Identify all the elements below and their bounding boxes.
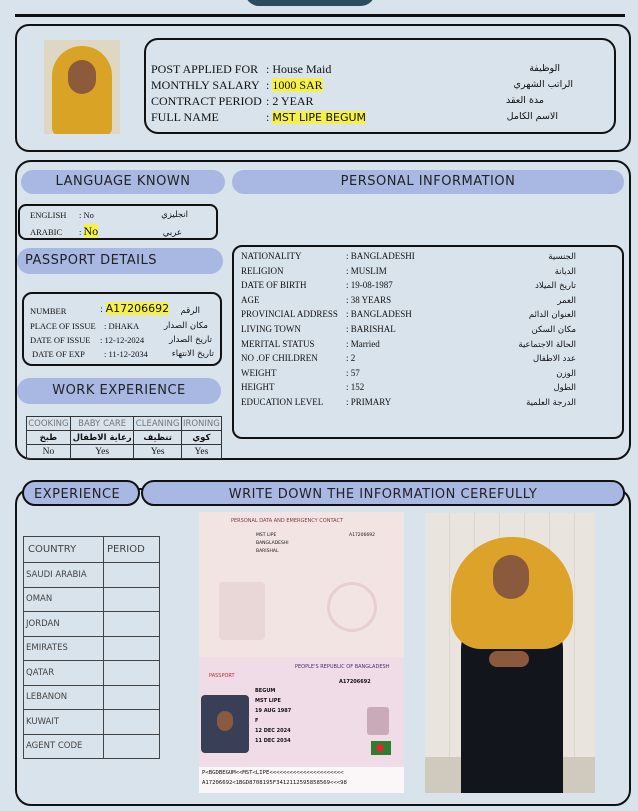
passport-place-row: : DHAKA xyxy=(104,321,140,331)
scan-surname: BEGUM xyxy=(255,688,276,694)
personal-value-row: : 19-08-1987 xyxy=(346,280,393,291)
country-name: AGENT CODE xyxy=(24,734,104,759)
passport-exp-row: : 11-12-2034 xyxy=(104,349,148,359)
name-ar: الاسم الكامل xyxy=(506,111,558,122)
personal-value-row: : 57 xyxy=(346,367,360,378)
work-header-ironing: IRONING xyxy=(182,418,220,429)
personal-ar: العنوان الدائم xyxy=(528,310,576,321)
scan-dob: 19 AUG 1987 xyxy=(255,708,292,714)
country-period xyxy=(104,734,160,759)
salary-label: MONTHLY SALARY xyxy=(151,78,260,92)
language-title: LANGUAGE KNOWN xyxy=(21,170,225,194)
work-value-ironing: Yes xyxy=(181,445,221,459)
personal-label: WEIGHT xyxy=(241,367,277,378)
personal-label: NO .OF CHILDREN xyxy=(241,353,318,364)
passport-place-value: DHAKA xyxy=(108,321,140,331)
work-table xyxy=(26,416,222,459)
scan-flag xyxy=(371,741,391,755)
passport-title: PASSPORT DETAILS xyxy=(17,248,223,274)
personal-value: Married xyxy=(350,338,380,349)
post-ar: الوظيفة xyxy=(529,63,560,74)
experience-banner: WRITE DOWN THE INFORMATION CEREFULLY xyxy=(141,480,625,506)
country-period xyxy=(104,612,160,637)
personal-ar: الدرجة العلمية xyxy=(526,398,576,408)
country-row xyxy=(24,636,160,661)
personal-value: MUSLIM xyxy=(350,265,387,276)
country-name: JORDAN xyxy=(24,612,104,637)
scan-photo-face xyxy=(217,711,233,731)
scan-number-top: A17206692 xyxy=(349,533,375,538)
work-value-baby: Yes xyxy=(70,445,134,459)
english-label: ENGLISH xyxy=(30,210,67,220)
passport-issue-ar: تاريخ الصدار xyxy=(169,335,212,345)
scan-expiry: 11 DEC 2034 xyxy=(255,738,291,744)
work-header-cooking: COOKING xyxy=(28,418,69,429)
arabic-value-row: : No xyxy=(79,224,99,238)
passport-place-label: PLACE OF ISSUE xyxy=(30,321,96,331)
country-table xyxy=(23,536,160,759)
personal-title: PERSONAL INFORMATION xyxy=(232,170,624,194)
photo-face-full xyxy=(493,555,529,599)
english-ar: انجليزي xyxy=(161,210,188,220)
country-period xyxy=(104,685,160,710)
country-name: SAUDI ARABIA xyxy=(24,563,104,588)
country-row xyxy=(24,587,160,612)
work-header-cleaning: CLEANING xyxy=(135,418,180,429)
scan-lower-page xyxy=(199,657,404,793)
personal-value-row: : 38 YEARS xyxy=(346,294,392,305)
country-name: KUWAIT xyxy=(24,710,104,735)
personal-value: BARISHAL xyxy=(350,324,396,334)
personal-ar: الجنسية xyxy=(548,252,576,262)
personal-label: HEIGHT xyxy=(241,382,275,393)
country-name: OMAN xyxy=(24,587,104,612)
personal-ar: عدد الاطفال xyxy=(532,354,576,365)
passport-place-ar: مكان الصدار xyxy=(163,321,208,331)
english-value-row: : No xyxy=(79,210,94,220)
work-ar-cleaning: تنظيف xyxy=(134,431,181,445)
country-row xyxy=(24,685,160,710)
name-value-row: : MST LIPE BEGUM xyxy=(266,110,367,124)
personal-label: NATIONALITY xyxy=(241,251,302,261)
work-title: WORK EXPERIENCE xyxy=(17,378,221,404)
country-period xyxy=(104,587,160,612)
country-name: EMIRATES xyxy=(24,636,104,661)
personal-ar: الطول xyxy=(553,383,576,394)
work-ar-cooking: طبخ xyxy=(27,431,71,445)
personal-value: BANGLADESHI xyxy=(350,251,415,261)
scan-doc-label: PASSPORT xyxy=(209,673,235,679)
candidate-photo xyxy=(44,40,120,134)
scan-number: A17206692 xyxy=(339,679,371,685)
personal-value: 57 xyxy=(350,367,360,378)
scan-given-2: MST LIPE xyxy=(255,698,281,704)
salary-value: 1000 SAR xyxy=(272,78,323,92)
work-ar-ironing: كوي xyxy=(181,431,221,445)
photo-hands xyxy=(489,651,529,667)
passport-issue-value: 12-12-2024 xyxy=(104,335,145,345)
personal-value-row: : BARISHAL xyxy=(346,324,396,334)
work-ar-baby: رعاية الاطفال xyxy=(70,431,134,445)
personal-value: BANGLADESH xyxy=(350,309,412,320)
country-period xyxy=(104,563,160,588)
personal-ar: الديانة xyxy=(554,266,576,277)
personal-ar: العمر xyxy=(557,295,576,306)
scan-mrz-2: A17206692<1BGD8708195F3412112595858569<<<98 xyxy=(202,780,347,786)
country-row xyxy=(24,563,160,588)
personal-label: EDUCATION LEVEL xyxy=(241,397,324,407)
work-value-row xyxy=(27,445,222,459)
arabic-ar: عربي xyxy=(162,228,182,238)
passport-number-ar: الرقم xyxy=(180,306,200,316)
passport-number-value: A17206692 xyxy=(105,302,170,315)
passport-scan xyxy=(199,512,404,793)
photo-face xyxy=(68,60,96,94)
personal-ar: الحالة الاجتماعية xyxy=(518,339,576,350)
scan-birth: BARISHAL xyxy=(256,549,279,554)
personal-label: PROVINCIAL ADDRESS xyxy=(241,309,338,320)
personal-value-row: : BANGLADESHI xyxy=(346,251,415,261)
personal-value-row: : MUSLIM xyxy=(346,265,387,276)
personal-label: LIVING TOWN xyxy=(241,324,301,334)
experience-title: EXPERIENCE xyxy=(22,480,140,506)
passport-exp-label: DATE OF EXP xyxy=(32,349,85,359)
personal-ar: تاريخ الميلاد xyxy=(535,281,576,292)
work-header-row xyxy=(27,417,222,431)
personal-value: 19-08-1987 xyxy=(350,280,393,291)
personal-ar: مكان السكن xyxy=(531,325,576,335)
work-value-cooking: No xyxy=(27,445,71,459)
passport-issue-row: : 12-12-2024 xyxy=(100,335,145,345)
salary-value-row: : 1000 SAR xyxy=(266,78,323,92)
personal-value: 2 xyxy=(350,353,356,364)
personal-label: MERITAL STATUS xyxy=(241,338,315,349)
passport-number-label: NUMBER xyxy=(30,306,67,316)
personal-value-row: : 152 xyxy=(346,382,365,393)
scan-heading: PERSONAL DATA AND EMERGENCY CONTACT xyxy=(231,518,344,524)
country-period xyxy=(104,710,160,735)
post-row xyxy=(151,62,258,77)
country-period xyxy=(104,661,160,686)
post-value: House Maid xyxy=(272,62,332,76)
contract-value-row: : 2 YEAR xyxy=(266,94,314,108)
english-row xyxy=(30,210,66,220)
personal-value: PRIMARY xyxy=(350,397,392,407)
scan-given: MST LIPE xyxy=(256,533,277,538)
country-row xyxy=(24,612,160,637)
english-value: No xyxy=(83,210,94,220)
country-row xyxy=(24,661,160,686)
personal-value-row: : BANGLADESH xyxy=(346,309,412,320)
passport-exp-ar: تاريخ الانتهاء xyxy=(171,349,214,359)
top-decoration xyxy=(245,0,375,6)
salary-ar: الراتب الشهري xyxy=(513,79,573,90)
country-row xyxy=(24,710,160,735)
country-period xyxy=(104,636,160,661)
period-header: PERIOD xyxy=(104,537,160,563)
personal-value: 152 xyxy=(350,382,365,393)
name-label: FULL NAME xyxy=(151,110,219,124)
full-body-photo xyxy=(425,513,595,793)
scan-issue: 12 DEC 2024 xyxy=(255,728,291,734)
personal-value-row: : 2 xyxy=(346,353,356,364)
top-rule xyxy=(15,14,625,17)
arabic-label: ARABIC xyxy=(30,227,63,237)
scan-photo xyxy=(201,695,249,753)
personal-label: AGE xyxy=(241,294,260,305)
passport-number-row: : A17206692 xyxy=(100,302,170,315)
passport-issue-label: DATE OF ISSUE xyxy=(30,335,91,345)
scan-mini-photo xyxy=(219,582,265,640)
country-name: LEBANON xyxy=(24,685,104,710)
personal-value: 38 YEARS xyxy=(350,294,392,305)
name-value: MST LIPE BEGUM xyxy=(272,111,367,124)
arabic-value: No xyxy=(83,224,99,238)
post-value-row: : House Maid xyxy=(266,62,332,76)
scan-upper-page xyxy=(199,512,404,657)
personal-value-row: : Married xyxy=(346,338,380,349)
scan-nat: BANGLADESHI xyxy=(256,541,289,546)
contract-label: CONTRACT PERIOD xyxy=(151,94,262,108)
scan-mrz-1: P<BGDBEGUM<<MST<LIPE<<<<<<<<<<<<<<<<<<<<<< xyxy=(202,770,344,776)
scan-seal xyxy=(327,582,377,632)
country-header: COUNTRY xyxy=(24,537,104,563)
work-header-baby: BABY CARE xyxy=(70,417,134,431)
personal-value-row: : PRIMARY xyxy=(346,397,392,407)
contract-value: 2 YEAR xyxy=(272,94,314,108)
personal-label: DATE OF BIRTH xyxy=(241,280,307,291)
contract-ar: مدة العقد xyxy=(506,95,544,106)
country-row xyxy=(24,734,160,759)
country-header-row xyxy=(24,537,160,563)
scan-flag-disc xyxy=(376,744,384,752)
post-label: POST APPLIED FOR xyxy=(151,62,259,76)
scan-side-photo xyxy=(367,707,389,735)
personal-label: RELIGION xyxy=(241,265,284,276)
scan-sex: F xyxy=(255,718,259,724)
work-ar-row xyxy=(27,431,222,445)
passport-exp-value: 11-12-2034 xyxy=(108,349,148,359)
work-value-cleaning: Yes xyxy=(134,445,181,459)
country-name: QATAR xyxy=(24,661,104,686)
scan-republic: PEOPLE'S REPUBLIC OF BANGLADESH xyxy=(295,664,390,670)
personal-ar: الوزن xyxy=(556,368,576,379)
